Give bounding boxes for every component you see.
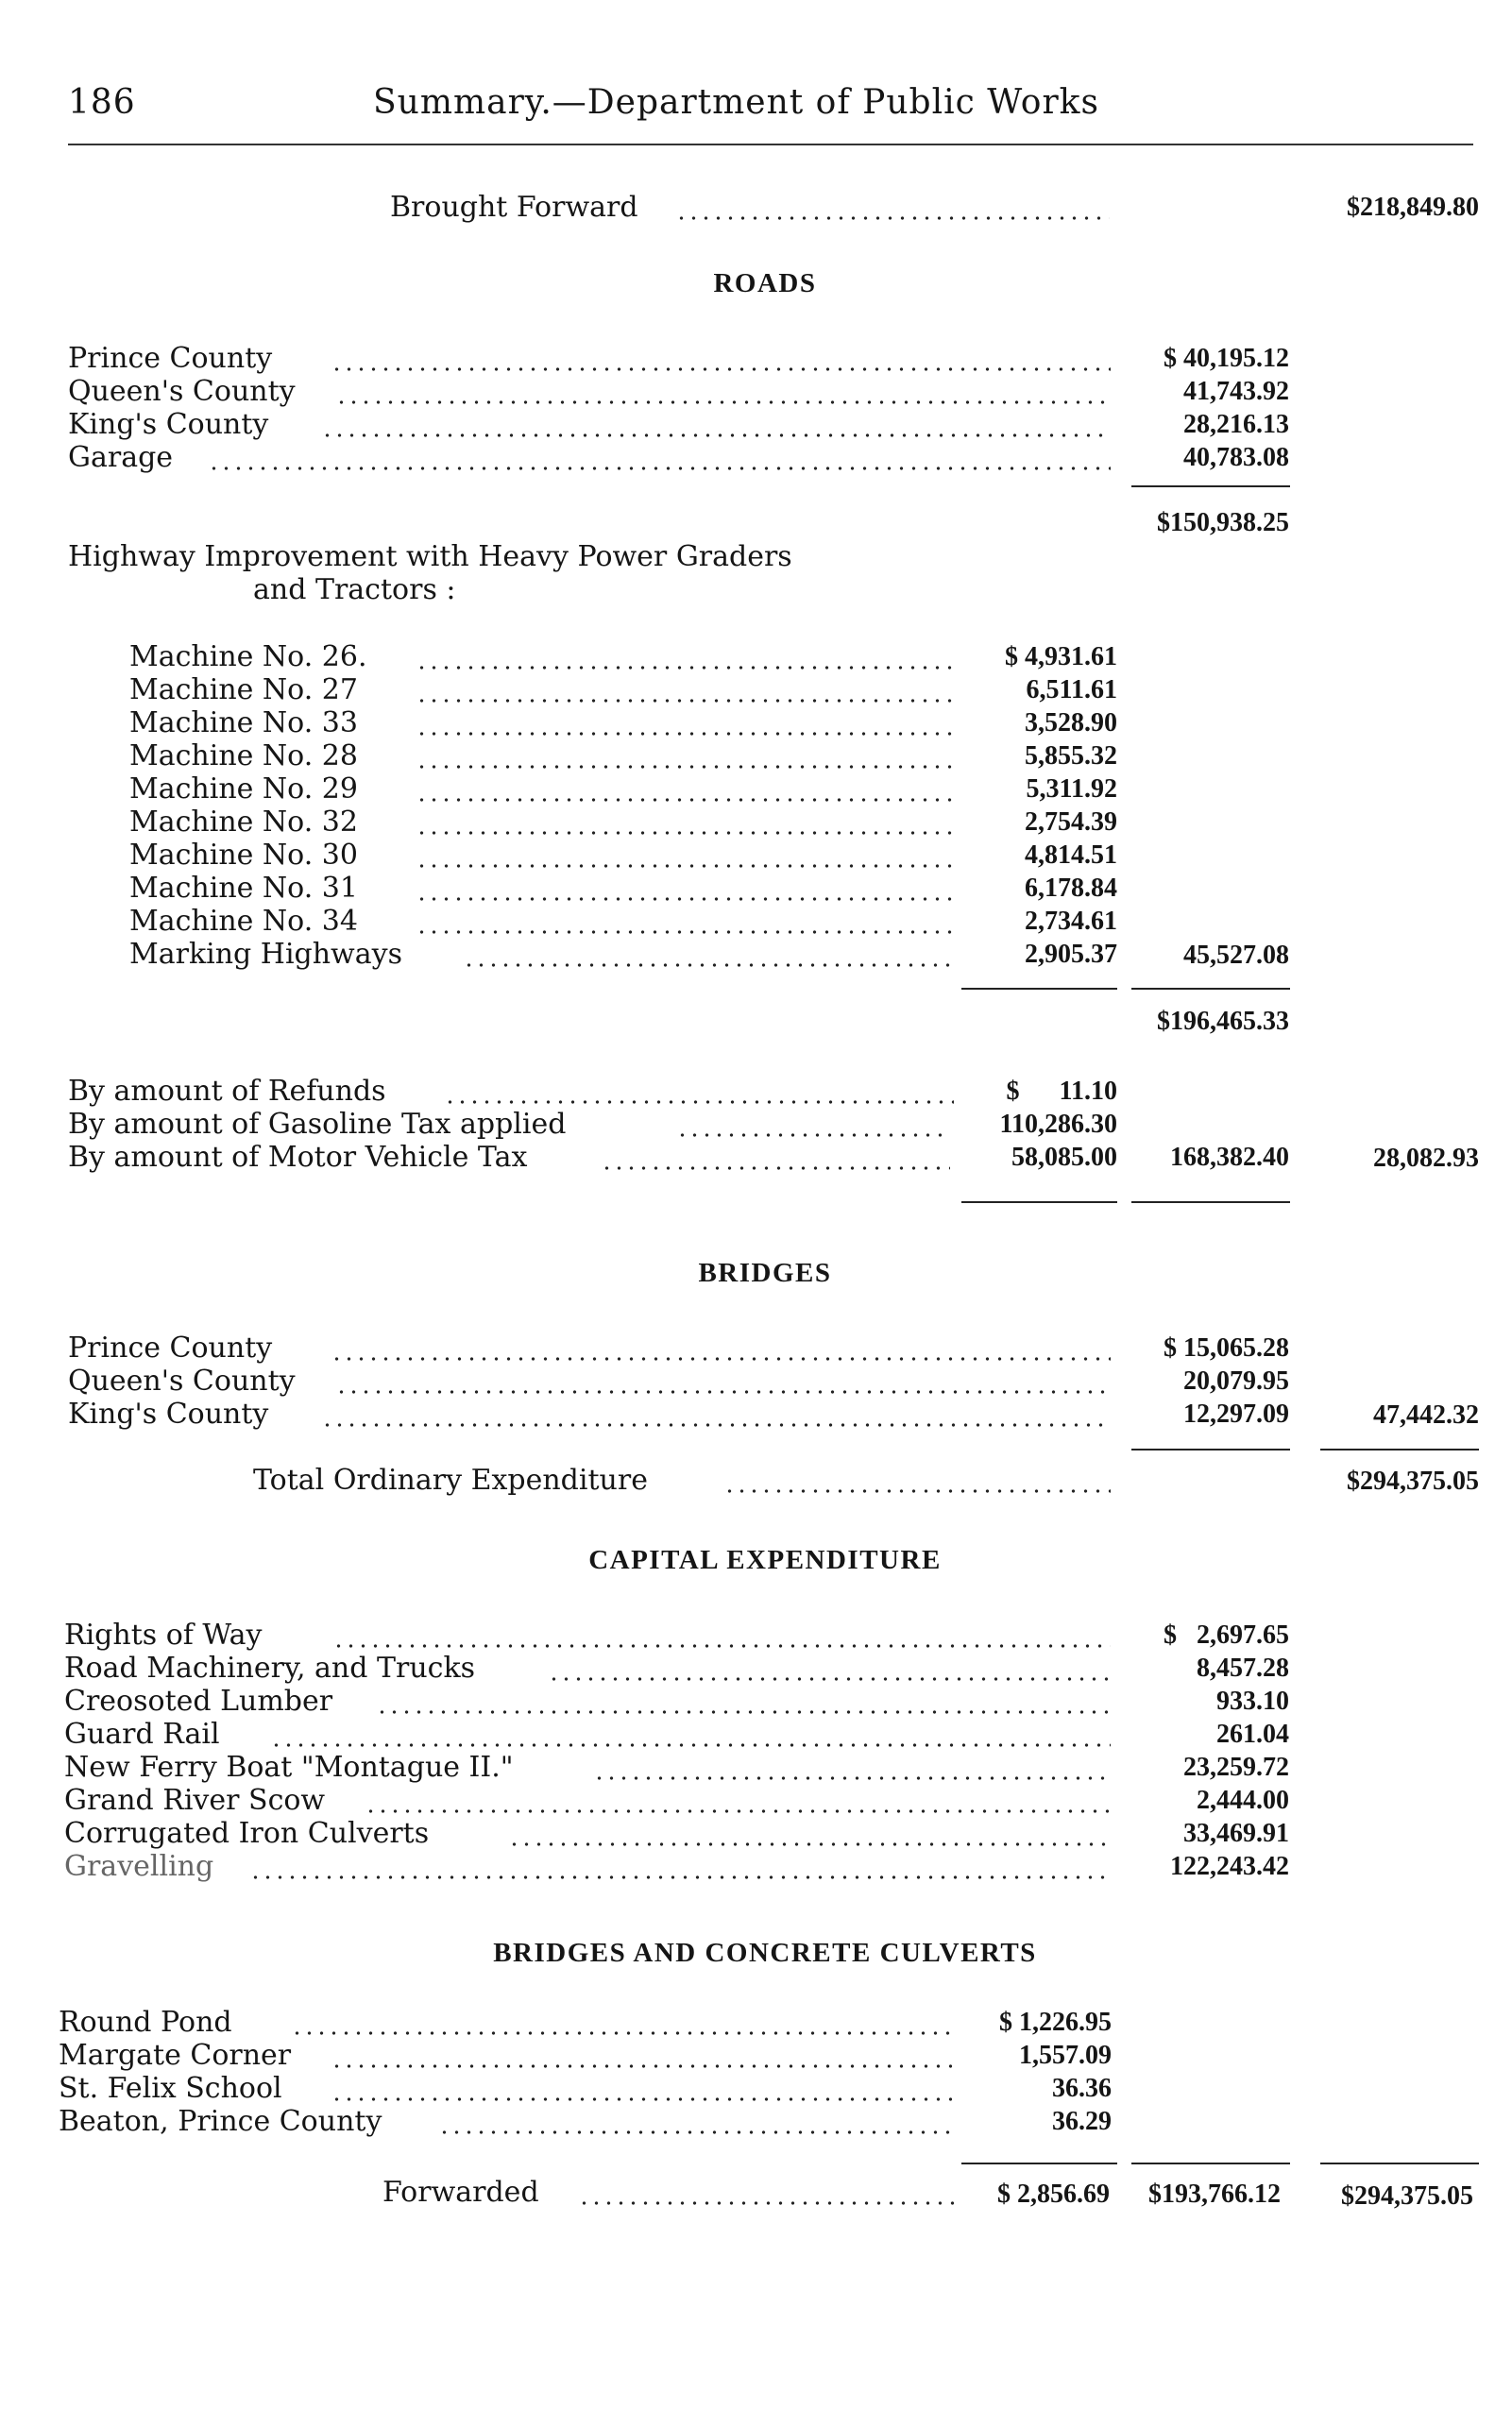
leader-dots <box>331 2079 952 2102</box>
machine-label: Machine No. 34 <box>129 905 358 938</box>
bridges-heading: BRIDGES <box>698 1258 832 1288</box>
column-rule <box>961 1201 1117 1203</box>
leader-dots <box>438 2112 952 2135</box>
capital-item-label: Corrugated Iron Culverts <box>64 1817 430 1850</box>
column-rule <box>1131 988 1290 990</box>
leader-dots <box>291 2013 952 2036</box>
machine-amount: $ 4,931.61 <box>1005 642 1117 671</box>
machine-amount: 4,814.51 <box>1025 840 1117 870</box>
page-title: Summary.—Department of Public Works <box>373 83 1099 122</box>
forwarded-col2: $193,766.12 <box>1148 2180 1281 2209</box>
leader-dots <box>331 349 1111 372</box>
capital-item-amount: 2,444.00 <box>1197 1786 1289 1815</box>
leader-dots <box>365 1791 1111 1814</box>
leader-dots <box>321 1405 1111 1428</box>
capital-item-label: New Ferry Boat "Montague II." <box>64 1751 514 1784</box>
deduction-label: By amount of Refunds <box>68 1075 386 1108</box>
deduction-label: By amount of Gasoline Tax applied <box>68 1108 567 1141</box>
capital-item-amount: 933.10 <box>1216 1687 1289 1716</box>
leader-dots <box>548 1659 1111 1682</box>
total-ordinary-label: Total Ordinary Expenditure <box>253 1464 648 1497</box>
culvert-item-label: Margate Corner <box>59 2039 292 2072</box>
machine-label: Machine No. 32 <box>129 806 358 839</box>
leader-dots <box>335 1372 1111 1395</box>
bridges-county-amount: 20,079.95 <box>1183 1366 1289 1396</box>
leader-dots <box>416 681 954 704</box>
machine-amount: 6,511.61 <box>1026 675 1117 704</box>
capital-item-amount: $ 2,697.65 <box>1164 1620 1289 1650</box>
roads-county-amount: 41,743.92 <box>1183 377 1289 406</box>
machine-amount: 5,311.92 <box>1026 774 1117 804</box>
machine-amount: 6,178.84 <box>1025 874 1117 903</box>
capital-item-label: Grand River Scow <box>64 1784 326 1817</box>
roads-net-total: 28,082.93 <box>1373 1144 1479 1173</box>
leader-dots <box>416 747 954 770</box>
leader-dots <box>601 1148 950 1171</box>
culvert-item-amount: 36.29 <box>1052 2107 1112 2136</box>
deduction-amount: 58,085.00 <box>1011 1143 1117 1172</box>
leader-dots <box>270 1725 1111 1748</box>
leader-dots <box>444 1082 954 1105</box>
roads-county-amount: 28,216.13 <box>1183 410 1289 439</box>
deductions-total: 168,382.40 <box>1170 1143 1289 1172</box>
roads-county-amount: $ 40,195.12 <box>1164 344 1289 373</box>
machine-label: Machine No. 30 <box>129 839 358 872</box>
bridges-county-amount: 12,297.09 <box>1183 1400 1289 1429</box>
culvert-item-label: Beaton, Prince County <box>59 2105 382 2138</box>
deduction-label: By amount of Motor Vehicle Tax <box>68 1141 528 1174</box>
forwarded-col1: $ 2,856.69 <box>997 2180 1110 2209</box>
leader-dots <box>508 1824 1111 1847</box>
column-rule <box>961 988 1117 990</box>
culvert-item-label: Round Pond <box>59 2006 232 2039</box>
forwarded-label: Forwarded <box>382 2176 539 2209</box>
roads-heading: ROADS <box>713 268 817 298</box>
capital-item-amount: 261.04 <box>1216 1720 1289 1749</box>
total-ordinary-amount: $294,375.05 <box>1347 1467 1479 1496</box>
machine-label: Machine No. 26. <box>129 640 367 673</box>
leader-dots <box>416 912 954 935</box>
roads-county-label: Prince County <box>68 342 273 375</box>
column-rule <box>1320 2163 1479 2164</box>
leader-dots <box>249 1858 1111 1880</box>
leader-dots <box>335 382 1111 405</box>
highway-improvement-title-cont: and Tractors : <box>253 573 456 606</box>
leader-dots <box>416 879 954 902</box>
deduction-amount: $ 11.10 <box>1006 1077 1117 1106</box>
capital-item-amount: 33,469.91 <box>1183 1819 1289 1848</box>
leader-dots <box>208 449 1111 471</box>
bridges-total: 47,442.32 <box>1373 1400 1479 1430</box>
column-rule <box>1131 2163 1290 2164</box>
leader-dots <box>463 945 954 968</box>
column-rule <box>1320 1449 1479 1450</box>
machine-amount: 3,528.90 <box>1025 708 1117 738</box>
culvert-item-amount: $ 1,226.95 <box>999 2008 1112 2037</box>
capital-item-amount: 122,243.42 <box>1170 1852 1289 1881</box>
roads-subtotal: $150,938.25 <box>1157 508 1289 537</box>
machine-label: Marking Highways <box>129 938 402 971</box>
capital-item-label: Guard Rail <box>64 1718 220 1751</box>
capital-item-amount: 23,259.72 <box>1183 1753 1289 1782</box>
leader-dots <box>578 2183 956 2206</box>
capital-item-label: Rights of Way <box>64 1619 263 1652</box>
leader-dots <box>676 1115 950 1138</box>
capital-item-label: Road Machinery, and Trucks <box>64 1652 476 1685</box>
roads-county-amount: 40,783.08 <box>1183 443 1289 472</box>
bridges-county-amount: $ 15,065.28 <box>1164 1333 1289 1363</box>
brought-forward-label: Brought Forward <box>390 191 638 224</box>
column-rule <box>1131 1449 1290 1450</box>
leader-dots <box>416 780 954 803</box>
deduction-amount: 110,286.30 <box>999 1110 1117 1139</box>
capital-heading: CAPITAL EXPENDITURE <box>588 1545 942 1575</box>
culvert-item-label: St. Felix School <box>59 2072 282 2105</box>
leader-dots <box>331 2046 952 2069</box>
machine-amount: 2,754.39 <box>1025 807 1117 837</box>
column-rule <box>1131 485 1290 487</box>
leader-dots <box>376 1692 1111 1715</box>
column-rule <box>1131 1201 1290 1203</box>
machine-label: Machine No. 31 <box>129 872 358 905</box>
leader-dots <box>331 1339 1111 1362</box>
page-number: 186 <box>68 83 136 122</box>
leader-dots <box>321 416 1111 438</box>
leader-dots <box>416 648 954 670</box>
bridges-culverts-heading: BRIDGES AND CONCRETE CULVERTS <box>493 1938 1037 1968</box>
machine-label: Machine No. 29 <box>129 772 358 806</box>
leader-dots <box>416 846 954 869</box>
machine-amount: 2,734.61 <box>1025 907 1117 936</box>
roads-total-with-machines: $196,465.33 <box>1157 1007 1289 1036</box>
capital-item-label: Creosoted Lumber <box>64 1685 333 1718</box>
leader-dots <box>416 813 954 836</box>
machine-label: Machine No. 33 <box>129 706 358 739</box>
leader-dots <box>416 714 954 737</box>
capital-item-amount: 8,457.28 <box>1197 1654 1289 1683</box>
header-rule <box>68 144 1473 145</box>
roads-county-label: King's County <box>68 408 269 441</box>
brought-forward-amount: $218,849.80 <box>1347 193 1479 222</box>
roads-county-label: Queen's County <box>68 375 296 408</box>
bridges-county-label: Queen's County <box>68 1365 296 1398</box>
forwarded-col3: $294,375.05 <box>1341 2181 1473 2211</box>
culvert-item-amount: 36.36 <box>1052 2074 1112 2103</box>
culvert-item-amount: 1,557.09 <box>1019 2041 1112 2070</box>
leader-dots <box>723 1471 1111 1494</box>
column-rule <box>961 2163 1117 2164</box>
capital-item-label: Gravelling <box>64 1850 214 1883</box>
roads-county-label: Garage <box>68 441 174 474</box>
machine-amount: 2,905.37 <box>1025 940 1117 969</box>
machine-label: Machine No. 28 <box>129 739 358 772</box>
highway-improvement-title: Highway Improvement with Heavy Power Graders <box>68 540 792 573</box>
bridges-county-label: Prince County <box>68 1332 273 1365</box>
leader-dots <box>332 1626 1111 1649</box>
machine-label: Machine No. 27 <box>129 673 358 706</box>
bridges-county-label: King's County <box>68 1398 269 1431</box>
leader-dots <box>675 198 1110 221</box>
machine-amount: 5,855.32 <box>1025 741 1117 771</box>
leader-dots <box>593 1758 1111 1781</box>
machines-total: 45,527.08 <box>1183 941 1289 970</box>
